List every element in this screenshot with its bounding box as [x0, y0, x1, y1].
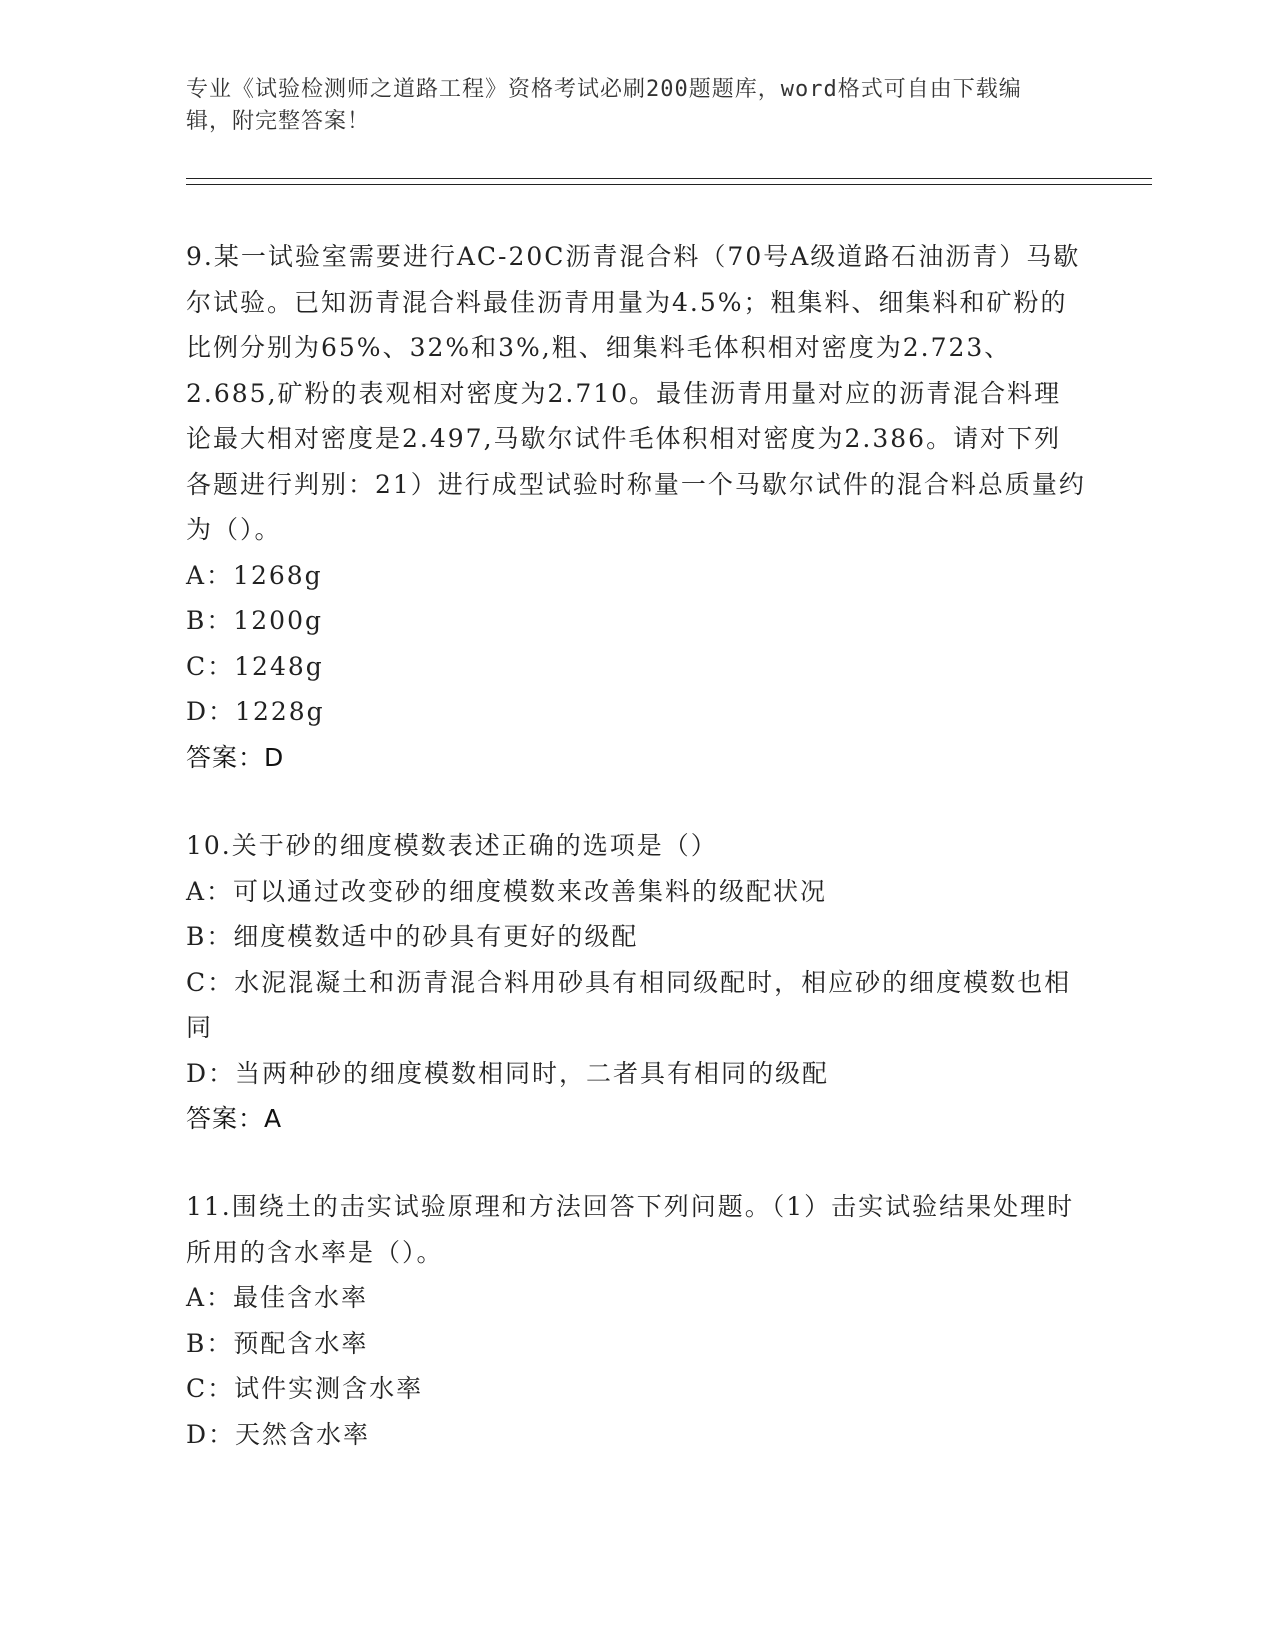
option-d: D：当两种砂的细度模数相同时，二者具有相同的级配	[186, 1058, 830, 1088]
question-stem: 10.关于砂的细度模数表述正确的选项是（）	[186, 831, 718, 860]
option-d: D：1228g	[186, 697, 325, 726]
option-c: C：水泥混凝土和沥青混合料用砂具有相同级配时，相应砂的细度模数也相同	[186, 967, 1072, 1042]
question-stem: 9.某一试验室需要进行AC-20C沥青混合料（70号A级道路石油沥青）马歇尔试验。已知沥青混合料最佳沥青用量为4.5%；粗集料、细集料和矿粉的比例分别为65%、32%和3%,粗、细集料毛体积相对密度为2.723、2.685,矿粉的表观相对密度为2.710。最佳沥青用量对应的沥青混合料理论最大相对密度是2.497,马歇尔试件毛体积相对密度为2.386。请对下列各题进行判别：21）进行成型试验时称量一个马歇尔试件的混合料总质量约为（）。	[186, 242, 1086, 544]
option-b: B：预配含水率	[186, 1328, 369, 1358]
option-d: D：天然含水率	[186, 1419, 371, 1449]
option-a: A：最佳含水率	[186, 1283, 369, 1312]
answer: 答案：A	[186, 1104, 283, 1133]
option-a: A：1268g	[186, 560, 323, 590]
question-9	[186, 234, 1086, 780]
option-c: C：试件实测含水率	[186, 1374, 424, 1403]
page-header: 专业《试验检测师之道路工程》资格考试必刷200题题库，word格式可自由下载编辑，附完整答案！	[186, 77, 1022, 134]
answer: 答案：D	[186, 742, 285, 772]
option-b: B：1200g	[186, 606, 323, 635]
header-divider	[186, 178, 1152, 185]
option-b: B：细度模数适中的砂具有更好的级配	[186, 922, 639, 951]
question-stem: 11.围绕土的击实试验原理和方法回答下列问题。（1）击实试验结果处理时所用的含水率是（）。	[186, 1192, 1075, 1267]
question-10	[186, 823, 1086, 1141]
option-a: A：可以通过改变砂的细度模数来改善集料的级配状况	[186, 876, 828, 906]
option-c: C：1248g	[186, 651, 324, 681]
question-11	[186, 1184, 1086, 1457]
